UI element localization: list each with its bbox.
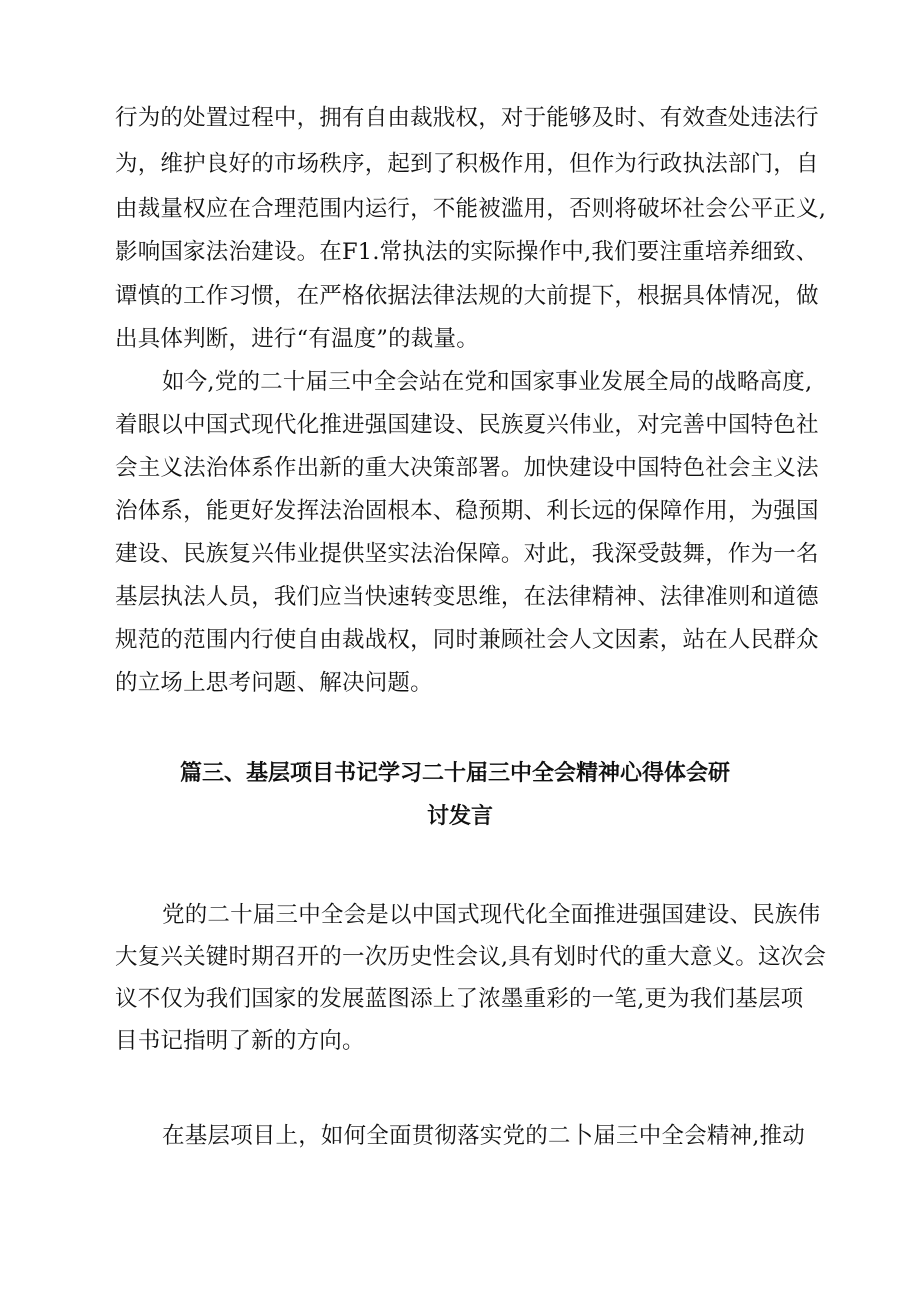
paragraph-1-line-5: 谭慎的工作习惯，在严格依据法律法规的大前提下，根据具体情况，做 [115,283,819,309]
paragraph-2-line-2: 着眼以中国式现代化推进强国建设、民族夏兴伟业，对完善中国特色社 [115,412,819,438]
paragraph-3-line-3: 议不仅为我们国家的发展蓝图添上了浓墨重彩的一笔,更为我们基层项 [115,986,804,1012]
paragraph-3-line-2: 大复兴关键时期召开的一次历史性会议,具有划时代的重大意义。这次会 [115,944,827,970]
paragraph-2-line-6: 基层执法人员，我们应当快速转变思维，在法律精神、法律准则和道德 [115,584,819,610]
paragraph-2-line-7: 规范的范围内行使自由裁战权，同时兼顾社会人文因素，站在人民群众 [115,627,819,653]
paragraph-2-line-3: 会主义法治体系作出新的重大决策部署。加快建设中国特色社会主义法 [115,455,819,481]
paragraph-1-line-1: 行为的处置过程中，拥有自由裁戕权，对于能够及时、有效查处违法行 [115,105,819,131]
paragraph-3-line-4: 目书记指明了新的方向。 [115,1028,365,1054]
paragraph-2-line-1: 如今,党的二十届三中全会站在党和国家事业发展全局的战略高度, [162,369,813,395]
paragraph-3-line-1: 党的二十届三中全会是以中国式现代化全面推进强国建设、民族伟 [162,902,821,928]
paragraph-1-line-6: 出具体判断，进行“有温度”的裁量。 [115,326,479,352]
paragraph-1-line-3: 由裁量权应在合理范围内运行，不能被滥用，否则将破坏社会公平正义, [115,196,827,222]
paragraph-4-line-1: 在基层项目上，如何全面贯彻落实党的二卜届三中全会精神,推动 [162,1123,805,1149]
paragraph-2-line-5: 建设、民族复兴伟业提供坚实法治保障。对此，我深受鼓舞，作为一名 [115,541,819,567]
paragraph-2-line-8: 的立场上思考问题、解决问题。 [115,670,433,696]
paragraph-1-line-2: 为，维护良好的市场秩序，起到了积极作用，但作为行政执法部门，自 [115,151,819,177]
section-heading-line-2: 讨发言 [426,804,493,829]
paragraph-2-line-4: 治体系，能更好发挥法治固根本、稳预期、利长远的保障作用，为强国 [115,498,819,524]
section-heading-line-1: 篇三、基层项目书记学习二十届三中全会精神心得体会研 [180,761,731,786]
paragraph-1-line-4: 影响国家法治建设。在F1.常执法的实际操作中,我们要注重培养细致、 [115,239,819,265]
